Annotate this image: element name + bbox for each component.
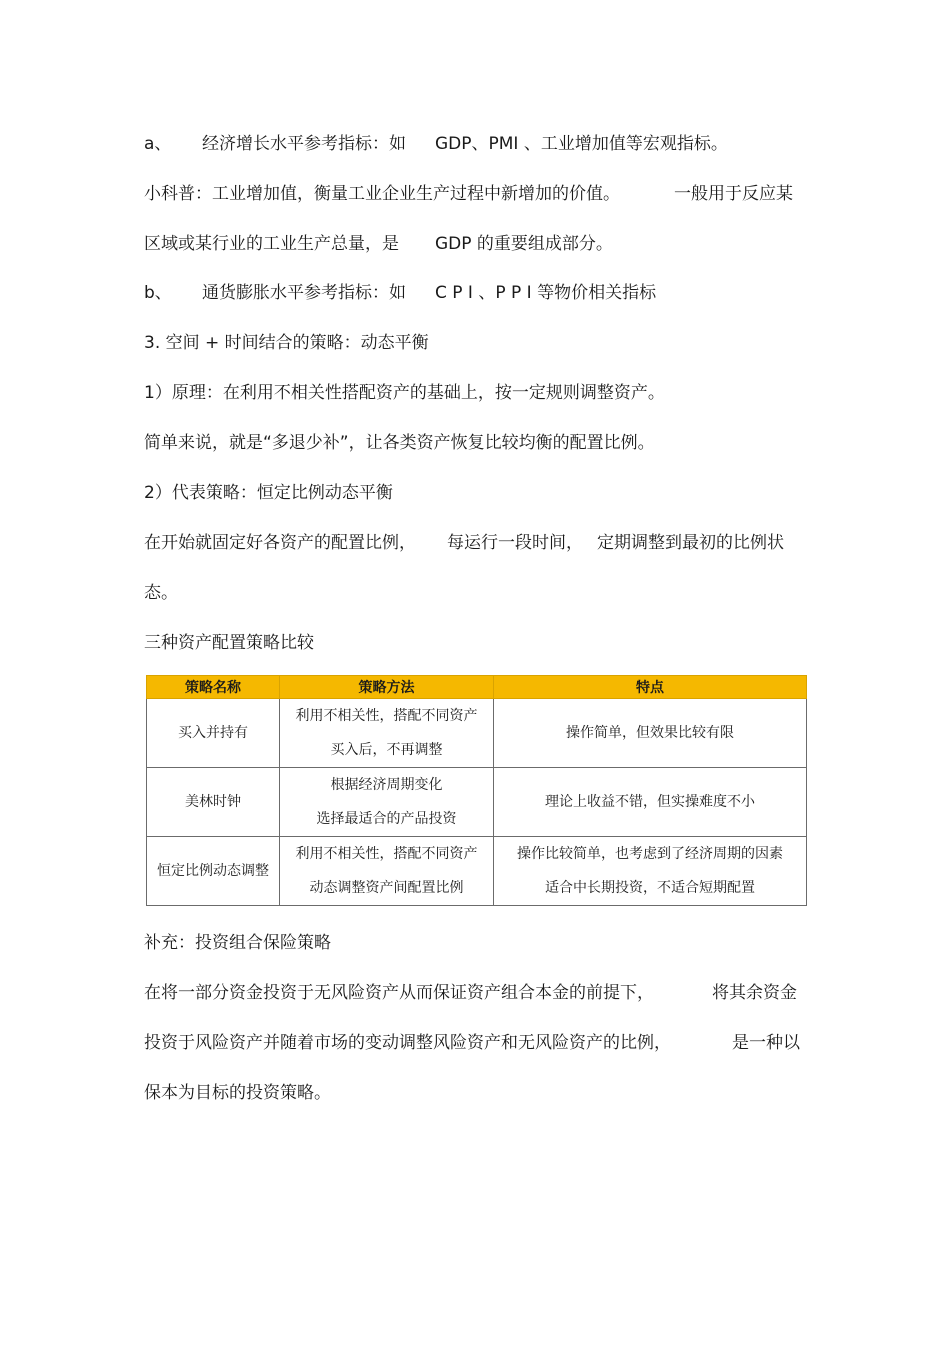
list-marker: a、 bbox=[144, 134, 172, 154]
strategy-name-cell: 恒定比例动态调整 bbox=[147, 837, 280, 906]
paragraph-6: 1）原理：在利用不相关性搭配资产的基础上，按一定规则调整资产。 bbox=[144, 383, 665, 403]
strategy-feature-cell: 理论上收益不错，但实操难度不小 bbox=[494, 768, 807, 837]
paragraph-4: b、 通货膨胀水平参考指标：如 C P I 、P P I 等物价相关指标 bbox=[144, 283, 657, 303]
paragraph-1: a、 经济增长水平参考指标：如 GDP、PMI 、工业增加值等宏观指标。 bbox=[144, 134, 728, 154]
strategy-feature-cell: 操作简单，但效果比较有限 bbox=[494, 699, 807, 768]
paragraph-9: 在开始就固定好各资产的配置比例， 每运行一段时间， 定期调整到最初的比例状 bbox=[144, 533, 784, 553]
strategy-method-cell: 利用不相关性，搭配不同资产 买入后，不再调整 bbox=[280, 699, 494, 768]
table-row bbox=[147, 768, 807, 837]
paragraph-15: 保本为目标的投资策略。 bbox=[144, 1083, 331, 1103]
paragraph-2: 小科普：工业增加值，衡量工业企业生产过程中新增加的价值。 一般用于反应某 bbox=[144, 184, 793, 204]
supplement-heading: 补充：投资组合保险策略 bbox=[144, 933, 331, 953]
list-marker: b、 bbox=[144, 283, 172, 303]
column-header: 策略名称 bbox=[147, 676, 280, 699]
paragraph-3: 区域或某行业的工业生产总量，是 GDP 的重要组成部分。 bbox=[144, 234, 613, 254]
strategy-name-cell: 买入并持有 bbox=[147, 699, 280, 768]
table-row bbox=[147, 837, 807, 906]
strategy-feature-cell: 操作比较简单，也考虑到了经济周期的因素 适合中长期投资，不适合短期配置 bbox=[494, 837, 807, 906]
strategy-name-cell: 美林时钟 bbox=[147, 768, 280, 837]
paragraph-8: 2）代表策略：恒定比例动态平衡 bbox=[144, 483, 393, 503]
strategy-comparison-table bbox=[146, 675, 807, 906]
paragraph-14: 投资于风险资产并随着市场的变动调整风险资产和无风险资产的比例， 是一种以 bbox=[144, 1033, 800, 1053]
table-header-row bbox=[147, 676, 807, 699]
section-heading: 3. 空间 + 时间结合的策略：动态平衡 bbox=[144, 333, 429, 353]
paragraph-13: 在将一部分资金投资于无风险资产从而保证资产组合本金的前提下， 将其余资金 bbox=[144, 983, 797, 1003]
table-row bbox=[147, 699, 807, 768]
strategy-method-cell: 根据经济周期变化 选择最适合的产品投资 bbox=[280, 768, 494, 837]
table-caption: 三种资产配置策略比较 bbox=[144, 633, 314, 653]
paragraph-10: 态。 bbox=[144, 583, 178, 603]
column-header: 策略方法 bbox=[280, 676, 494, 699]
strategy-method-cell: 利用不相关性，搭配不同资产 动态调整资产间配置比例 bbox=[280, 837, 494, 906]
paragraph-7: 简单来说，就是“多退少补”，让各类资产恢复比较均衡的配置比例。 bbox=[144, 433, 655, 453]
column-header: 特点 bbox=[494, 676, 807, 699]
